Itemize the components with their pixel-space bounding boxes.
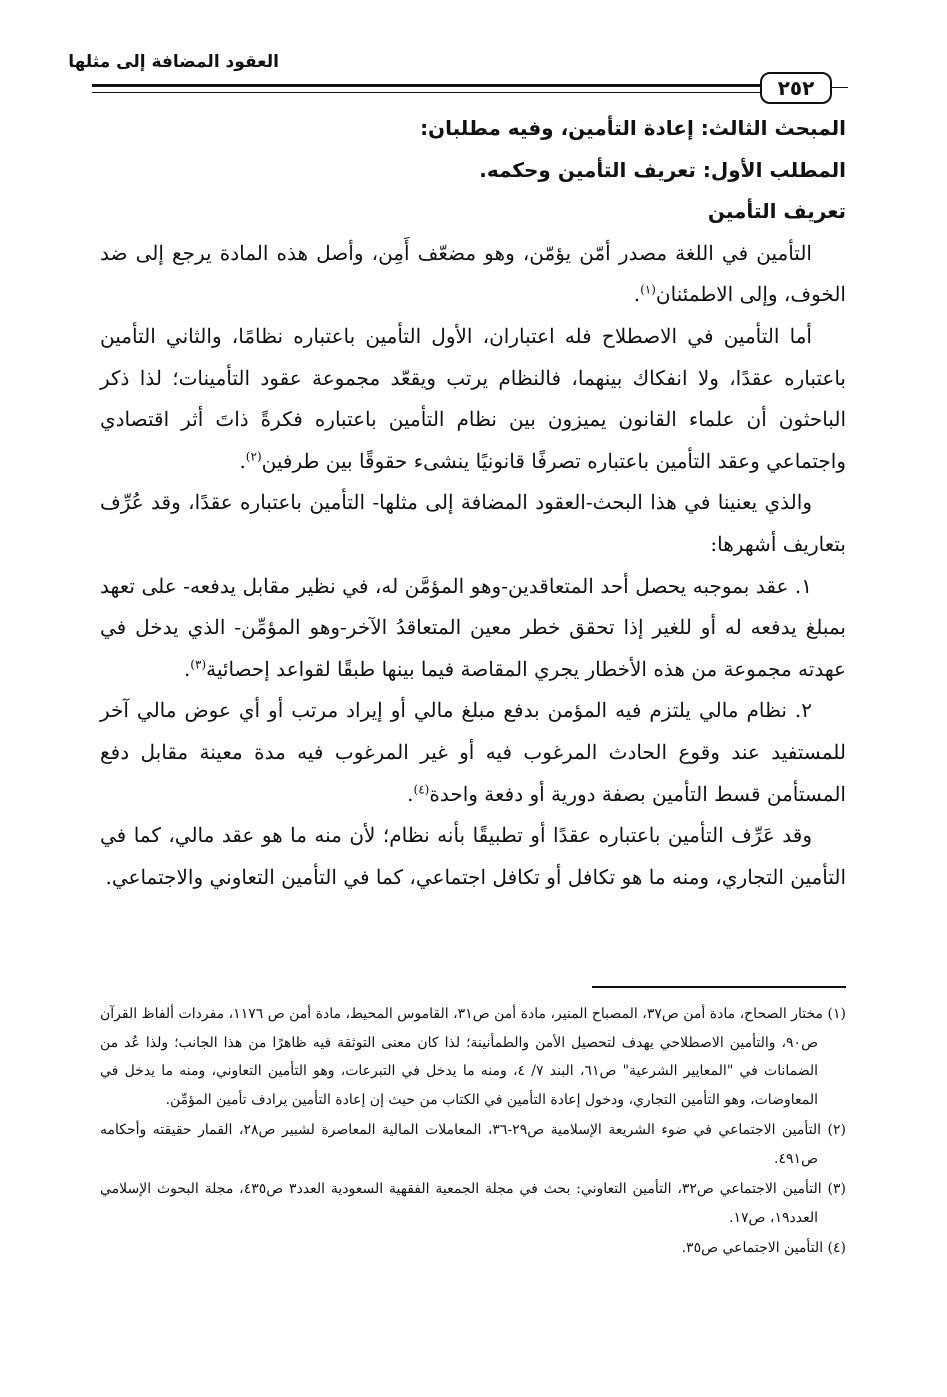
footnote-ref-3[interactable]: (٣) <box>190 657 207 672</box>
definition-item-1: ١. عقد بموجبه يحصل أحد المتعاقدين-وهو المؤمَّن له، في نظير مقابل يدفعه- على تعهد بمبلغ يدفعه له أو للغير إذا تحقق خطر معين المتعاقدُ الآخر-وهو المؤمِّن- الذي يدخل في عهدته مجموعة من هذه الأخطار يجري المقاصة فيما بينها طبقًا لقواعد إحصائية$^{(٣)}$. <box>100 573 846 681</box>
footnotes <box>100 1000 846 1265</box>
footnote-ref-2[interactable]: (٢) <box>245 449 262 464</box>
footnote-2: (٢) التأمين الاجتماعي في ضوء الشريعة الإسلامية ص٢٩-٣٦، المعاملات المالية المعاصرة لشبير ص٢٨، القمار حقيقته وأحكامه ص٤٩١. <box>100 1122 847 1167</box>
footnote-3: (٣) التأمين الاجتماعي ص٣٢، التأمين التعاوني: بحث في مجلة الجمعية الفقهية السعودية العدد٣ ص٤٣٥، مجلة البحوث الإسلامي العدد١٩، ص١٧. <box>100 1181 846 1226</box>
header-rule-tail <box>832 87 848 88</box>
paragraph-technical: أما التأمين في الاصطلاح فله اعتباران، الأول التأمين باعتباره نظامًا، والثاني التأمين باعتباره عقدًا، ولا انفكاك بينهما، فالنظام يرتب ويقعّد مجموعة عقود التأمينات؛ لذا ذكر الباحثون أن علماء القانون يميزون بين نظام التأمين باعتباره فكرةً ذاتَ أثر اقتصادي واجتماعي وعقد التأمين باعتباره تصرفًا قانونيًا ينشىء حقوقًا بين طرفين$^{(٢)}$. <box>100 323 846 473</box>
footnote-ref-4[interactable]: (٤) <box>413 781 430 796</box>
definition-item-2: ٢. نظام مالي يلتزم فيه المؤمن بدفع مبلغ مالي أو إيراد مرتب أو أي عوض مالي آخر للمستفيد عند وقوع الحادث المرغوب فيه أو غير المرغوب فيه مدة معينة مقابل دفع المستأمن قسط التأمين بصفة دورية أو دفعة واحدة$^{(٤)}$. <box>100 698 846 806</box>
footnote-1: (١) مختار الصحاح، مادة أمن ص٣٧، المصباح المنير، مادة أمن ص٣١، القاموس المحيط، مادة أمن ص ١١٧٦، مفردات ألفاظ القرآن ص٩٠، والتأمين الاصطلاحي يهدف لتحصيل الأمن والطمأنينة؛ لذا كان معنى التوثقة فيه ظاهرًا من هذا الجانب؛ ولذا عُد من الضمانات في "المعايير الشرعية" ص٦١، البند ٧/ ٤، ومنه ما يدخل في التبرعات، وهو التأمين التعاوني، ومنه ما يدخل في المعاوضات، وهو التأمين التجاري، ودخول إعادة التأمين في الكتاب من حيث إن إعادة التأمين يرادف تأمين المؤمِّن. <box>100 1006 847 1108</box>
header-rule-thin <box>92 92 760 93</box>
section-heading: المبحث الثالث: إعادة التأمين، وفيه مطلبان: <box>420 116 846 140</box>
header-rule-thick <box>92 84 760 87</box>
paragraph-scope: والذي يعنينا في هذا البحث-العقود المضافة إلى مثلها- التأمين باعتباره عقدًا، وقد عُرِّف بتعاريف أشهرها: <box>100 490 846 556</box>
main-text <box>100 108 846 898</box>
definition-heading: تعريف التأمين <box>707 199 846 224</box>
footnote-separator <box>592 986 846 988</box>
running-title: العقود المضافة إلى مثلها <box>68 52 279 72</box>
paragraph-linguistic: التأمين في اللغة مصدر أمّن يؤمّن، وهو مضعّف أَمِن، وأصل هذه المادة يرجع إلى ضد الخوف، وإلى الاطمئنان$^{(١)}$. <box>100 240 846 307</box>
footnote-4: (٤) التأمين الاجتماعي ص٣٥. <box>681 1240 846 1256</box>
paragraph-conclusion: وقد عَرِّف التأمين باعتباره عقدًا أو تطبيقًا بأنه نظام؛ لأن منه ما هو عقد مالي، كما في التأمين التجاري، ومنه ما هو تكافل أو تكافل اجتماعي، كما في التأمين التعاوني والاجتماعي. <box>100 823 846 889</box>
page-number: ٢٥٢ <box>760 72 832 104</box>
subsection-heading: المطلب الأول: تعريف التأمين وحكمه. <box>479 157 846 182</box>
footnote-ref-1[interactable]: (١) <box>640 282 656 297</box>
